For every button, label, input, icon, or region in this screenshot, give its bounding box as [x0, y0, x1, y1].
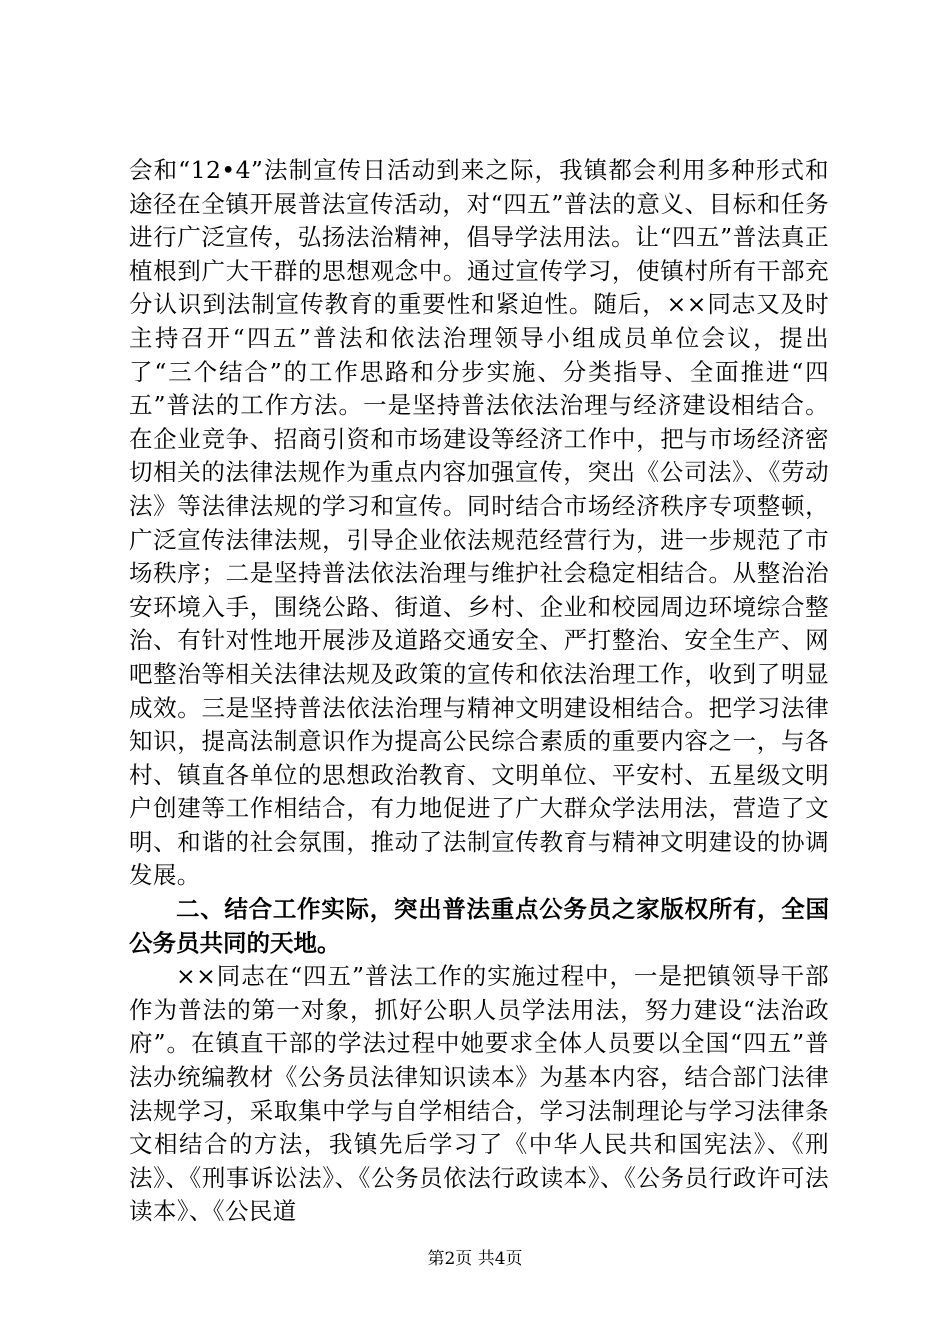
document-body — [129, 154, 829, 1229]
body-paragraph-2: ××同志在“四五”普法工作的实施过程中，一是把镇领导干部作为普法的第一对象，抓好公职人员学法用法，努力建设“法治政府”。在镇直干部的学法过程中她要求全体人员要以全国“四五”普法办统编教材《公务员法律知识读本》为基本内容，结合部门法律法规学习，采取集中学与自学相结合，学习法制理论与学习法律条文相结合的方法，我镇先后学习了《中华人民共和国宪法》、《刑法》、《刑事诉讼法》、《公务员依法行政读本》、《公务员行政许可法读本》、《公民道 — [129, 962, 829, 1226]
page-footer: 第2页 共4页 — [427, 1249, 523, 1269]
section-heading-2: 二、结合工作实际，突出普法重点公务员之家版权所有，全国公务员共同的天地。 — [129, 895, 829, 957]
body-paragraph-1: 会和“12•4”法制宣传日活动到来之际，我镇都会利用多种形式和途径在全镇开展普法宣传活动，对“四五”普法的意义、目标和任务进行广泛宣传，弘扬法治精神，倡导学法用法。让“四五”普法真正植根到广大干群的思想观念中。通过宣传学习，使镇村所有干部充分认识到法制宣传教育的重要性和紧迫性。随后，××同志又及时主持召开“四五”普法和依法治理领导小组成员单位会议，提出了“三个结合”的工作思路和分步实施、分类指导、全面推进“四五”普法的工作方法。一是坚持普法依法治理与经济建设相结合。在企业竞争、招商引资和市场建设等经济工作中，把与市场经济密切相关的法律法规作为重点内容加强宣传，突出《公司法》、《劳动法》等法律法规的学习和宣传。同时结合市场经济秩序专项整顿，广泛宣传法律法规，引导企业依法规范经营行为，进一步规范了市场秩序；二是坚持普法依法治理与维护社会稳定相结合。从整治治安环境入手，围绕公路、街道、乡村、企业和校园周边环境综合整治、有针对性地开展涉及道路交通安全、严打整治、安全生产、网吧整治等相关法律法规及政策的宣传和依法治理工作，收到了明显成效。三是坚持普法依法治理与精神文明建设相结合。把学习法律知识，提高法制意识作为提高公民综合素质的重要内容之一，与各村、镇直各单位的思想政治教育、文明单位、平安村、五星级文明户创建等工作相结合，有力地促进了广大群众学法用法，营造了文明、和谐的社会氛围，推动了法制宣传教育与精神文明建设的协调发展。 — [129, 156, 829, 890]
